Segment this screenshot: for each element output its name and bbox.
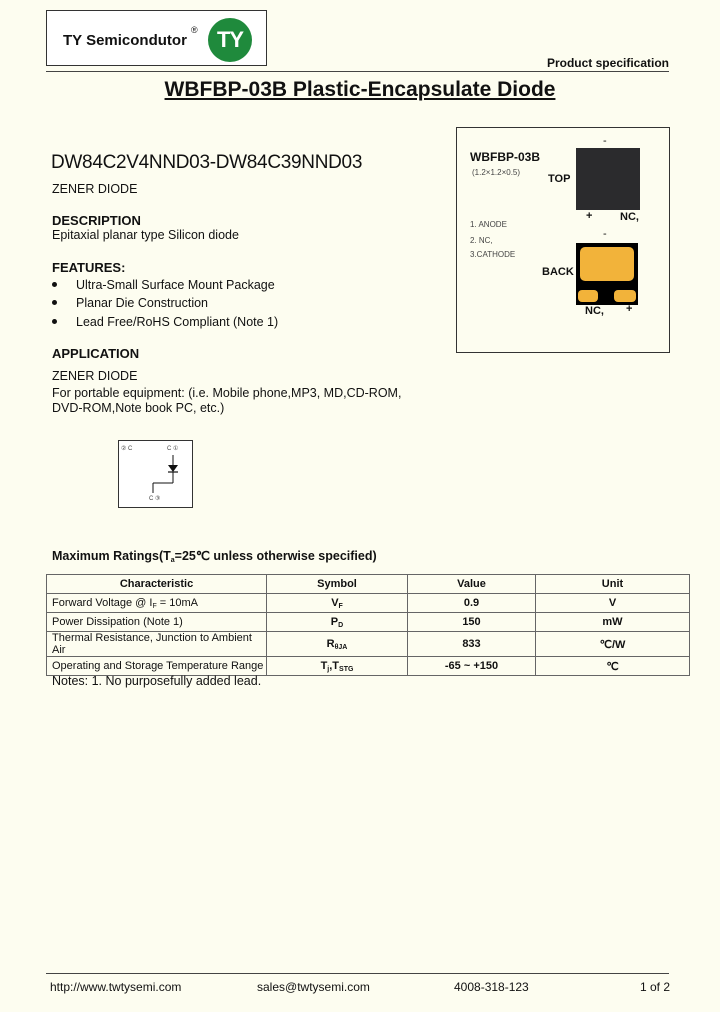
pin1-label: C ① bbox=[167, 446, 179, 452]
column-header: Value bbox=[408, 575, 536, 594]
package-name: WBFBP-03B bbox=[470, 150, 541, 164]
back-plus: + bbox=[626, 303, 633, 315]
bullet-icon bbox=[52, 282, 57, 287]
footer-url[interactable]: http://www.twtysemi.com bbox=[50, 980, 182, 994]
logo-mark: TY bbox=[208, 18, 252, 62]
footer-phone: 4008-318-123 bbox=[454, 980, 529, 994]
part-number: DW84C2V4NND03-DW84C39NND03 bbox=[51, 152, 363, 173]
description-heading: DESCRIPTION bbox=[52, 213, 141, 228]
back-nc: NC, bbox=[585, 305, 604, 317]
feature-item: Planar Die Construction bbox=[52, 296, 208, 310]
top-plus: + bbox=[586, 210, 593, 222]
bullet-icon bbox=[52, 300, 57, 305]
page-number: 1 of 2 bbox=[640, 980, 671, 994]
top-nc: NC, bbox=[620, 211, 639, 223]
pin3-label: C ③ bbox=[149, 496, 161, 502]
symbol-cell: $P_D$ bbox=[267, 613, 408, 632]
value-cell: 150 bbox=[408, 613, 536, 632]
column-header: Unit bbox=[536, 575, 690, 594]
symbol-cell: $V_F$ bbox=[267, 594, 408, 613]
pin3-desc: 3.CATHODE bbox=[470, 250, 516, 259]
cathode-pad bbox=[580, 247, 634, 281]
page-title: WBFBP-03B Plastic-Encapsulate Diode bbox=[164, 78, 556, 101]
spec-label: Product specification bbox=[546, 56, 669, 70]
characteristic-cell: Thermal Resistance, Junction to Ambient Air bbox=[47, 632, 267, 657]
features-heading: FEATURES: bbox=[52, 260, 126, 275]
table-row bbox=[47, 594, 690, 613]
notes: Notes: 1. No purposefully added lead. bbox=[52, 674, 262, 688]
characteristic-cell: Forward Voltage @ $I_F = 10mA$ bbox=[47, 594, 267, 613]
package-top-view bbox=[576, 148, 640, 210]
application-line2: For portable equipment: (i.e. Mobile phone,MP3, MD,CD-ROM, bbox=[52, 386, 402, 400]
characteristic-cell: Power Dissipation (Note 1) bbox=[47, 613, 267, 632]
table-row bbox=[47, 632, 690, 657]
diode-schematic bbox=[118, 440, 193, 508]
back-label: BACK bbox=[542, 266, 574, 278]
company-logo bbox=[46, 10, 267, 66]
nc-pad bbox=[578, 290, 598, 302]
bullet-icon bbox=[52, 319, 57, 324]
unit-cell: ℃ bbox=[536, 657, 690, 676]
pin1-desc: 1. ANODE bbox=[470, 220, 507, 229]
value-cell: -65 ~ +150 bbox=[408, 657, 536, 676]
anode-pad bbox=[614, 290, 636, 302]
package-back-view bbox=[576, 243, 638, 305]
package-dims: (1.2×1.2×0.5) bbox=[472, 168, 521, 177]
characteristic-cell: Operating and Storage Temperature Range bbox=[47, 657, 267, 676]
feature-item: Lead Free/RoHS Compliant (Note 1) bbox=[52, 315, 278, 329]
ratings-heading: Maximum $Ratings(T_a=25℃$ unless otherwise specified) bbox=[52, 549, 377, 564]
pin2-desc: 2. NC, bbox=[470, 236, 493, 245]
pin2-label: ② C bbox=[121, 446, 133, 452]
top-minus: - bbox=[603, 135, 607, 147]
table-header-row bbox=[47, 575, 690, 594]
registered-mark: ® bbox=[191, 25, 198, 35]
application-line1: ZENER DIODE bbox=[52, 369, 138, 383]
logo-text: TY Semicondutor bbox=[63, 32, 187, 49]
back-minus: - bbox=[603, 228, 607, 240]
table-row bbox=[47, 657, 690, 676]
feature-item: Ultra-Small Surface Mount Package bbox=[52, 278, 275, 292]
top-label: TOP bbox=[548, 173, 571, 185]
description-text: Epitaxial planar type Silicon diode bbox=[52, 228, 239, 242]
value-cell: 0.9 bbox=[408, 594, 536, 613]
column-header: Characteristic bbox=[47, 575, 267, 594]
unit-cell: mW bbox=[536, 613, 690, 632]
symbol-cell: $R_{\theta JA}$ bbox=[267, 632, 408, 657]
column-header: Symbol bbox=[267, 575, 408, 594]
ratings-table bbox=[46, 574, 690, 676]
footer-divider bbox=[46, 973, 669, 974]
table-row bbox=[47, 613, 690, 632]
symbol-cell: $T_j,T_{STG}$ bbox=[267, 657, 408, 676]
unit-cell: V bbox=[536, 594, 690, 613]
value-cell: 833 bbox=[408, 632, 536, 657]
application-heading: APPLICATION bbox=[52, 346, 140, 361]
unit-cell: ℃/W bbox=[536, 632, 690, 657]
diode-symbol bbox=[168, 465, 178, 472]
application-line3: DVD-ROM,Note book PC, etc.) bbox=[52, 401, 225, 415]
header-divider bbox=[46, 71, 669, 72]
device-type: ZENER DIODE bbox=[52, 182, 138, 196]
footer-email[interactable]: sales@twtysemi.com bbox=[257, 980, 370, 994]
